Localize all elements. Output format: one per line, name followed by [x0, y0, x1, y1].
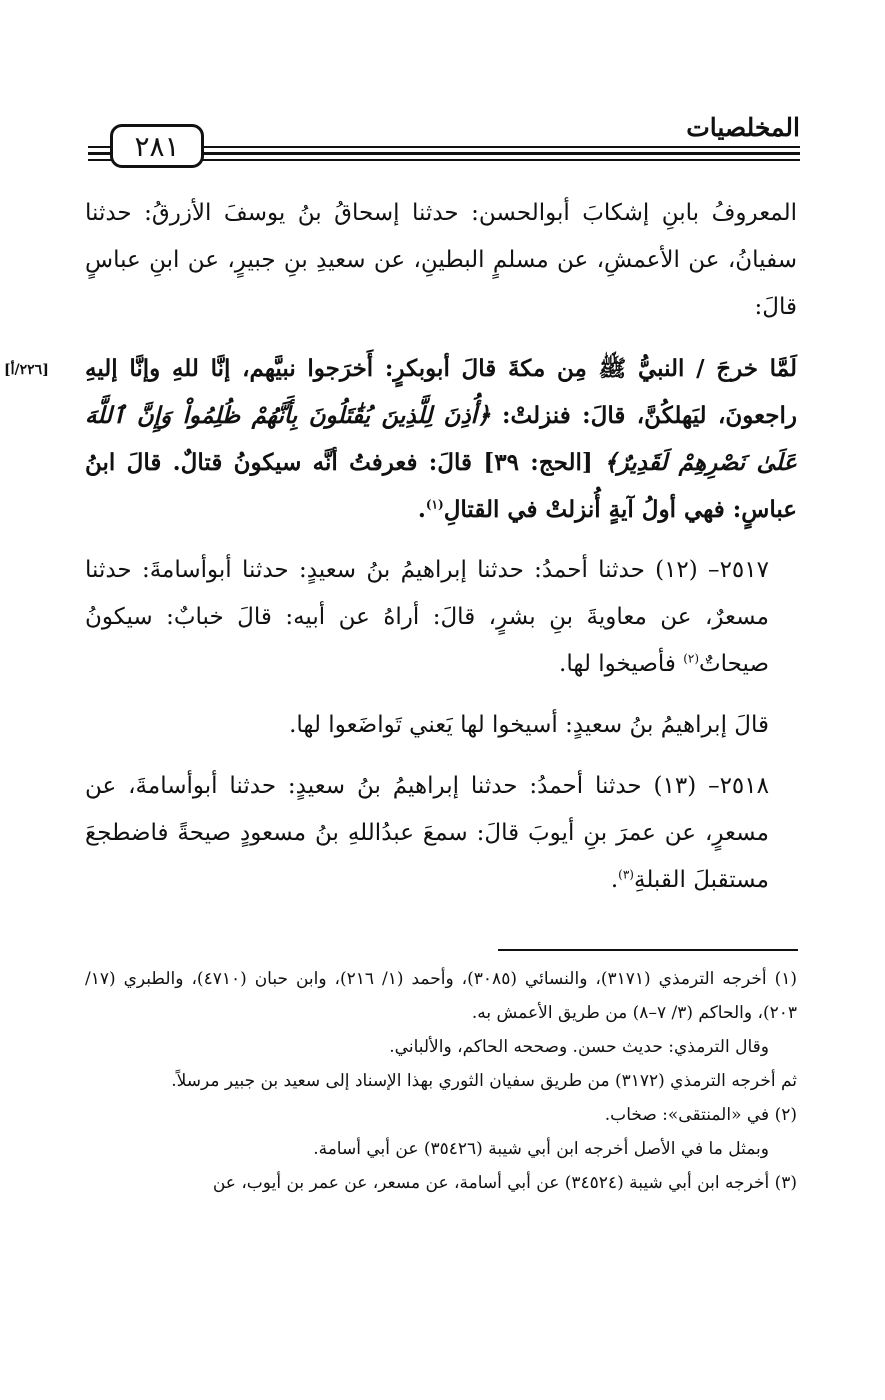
paragraph-text: فأصيخوا لها.: [559, 651, 676, 677]
paragraph-text: المعروفُ بابنِ إشكابَ أبوالحسن: حدثنا إسحاقُ بنُ يوسفَ الأزرقُ: حدثنا سفيانُ، عن الأعمشِ، عن مسلمٍ البطينِ، عن سعيدِ بنِ جبيرٍ، عن ابنِ عباسٍ قالَ:: [85, 200, 797, 320]
footnote-1-continued: ثم أخرجه الترمذي (٣١٧٢) من طريق سفيان الثوري بهذا الإسناد إلى سعيد بن جبير مرسلاً.: [171, 1071, 797, 1091]
paragraph-end: .: [417, 496, 426, 523]
paragraph-text: قالَ: فعرفتُ أنَّه سيكونُ قتالٌ. قالَ ابنُ عباسٍ: فهي أولُ آيةٍ أُنزلتْ في القتالِ: [85, 449, 797, 523]
footnote-2: (٢) في «المنتقى»: صخاب.: [604, 1105, 797, 1125]
footnote-1-continued: وقال الترمذي: حديث حسن. وصححه الحاكم، والألباني.: [389, 1037, 769, 1057]
hadith-2518-paragraph: [85, 763, 797, 904]
footnote-marker[interactable]: (٢): [683, 651, 700, 666]
footnote-3: (٣) أخرجه ابن أبي شيبة (٣٤٥٢٤) عن أبي أسامة، عن مسعر، عن عمر بن أيوب، عن: [212, 1173, 797, 1193]
commentary-paragraph: [85, 702, 797, 749]
hadith-matn-paragraph: [85, 345, 797, 533]
footnote-1: (١) أخرجه الترمذي (٣١٧١)، والنسائي (٣٠٨٥)، وأحمد (١/ ٢١٦)، وابن حبان (٤٧١٠)، والطبري (١٧/ ٢٠٣)، والحاكم (٣/ ٧–٨) من طريق الأعمش به.: [85, 969, 797, 1023]
hadith-isnad-paragraph: [85, 190, 797, 331]
page-header: [88, 112, 800, 172]
paragraph-text: لَمَّا خرجَ / النبيُّ ﷺ مِن مكةَ قالَ أبوبكرٍ: أَخرَجوا نبيَّهم، إنَّا للهِ وإنَّا إليهِ راجعونَ، ليَهلكُنَّ، قالَ: فنزلتْ:: [85, 355, 797, 429]
page-number: ٢٨١: [110, 124, 204, 168]
quran-verse: ﴿أُذِنَ لِلَّذِينَ يُقَٰتَلُونَ بِأَنَّهُمْ ظُلِمُواْ وَإِنَّ ٱللَّهَ عَلَىٰ نَصْرِهِمْ لَقَدِيرٌ﴾: [85, 402, 797, 476]
running-title: المخلصيات: [680, 112, 800, 144]
main-text: [85, 190, 797, 904]
paragraph-text: قالَ إبراهيمُ بنُ سعيدٍ: أسيخوا لها يَعني تَواضَعوا لها.: [289, 712, 769, 738]
footnote-2-continued: وبمثل ما في الأصل أخرجه ابن أبي شيبة (٣٥٤٢٦) عن أبي أسامة.: [313, 1139, 769, 1159]
footnote-marker[interactable]: (١): [425, 497, 444, 512]
footnotes-section: [85, 962, 797, 1200]
verse-reference: [الحج: ٣٩]: [483, 449, 593, 476]
hadith-2517-paragraph: [85, 547, 797, 688]
manuscript-folio-ref: [٢٢٦/أ]: [4, 362, 49, 378]
footnote-divider: [498, 949, 798, 951]
paragraph-end: .: [610, 867, 619, 893]
paragraph-text: ٢٥١٧– (١٢) حدثنا أحمدُ: حدثنا إبراهيمُ بنُ سعيدٍ: حدثنا أبوأسامةَ: حدثنا مسعرٌ، عن معاويةَ بنِ بشرٍ، قالَ: أراهُ عن أبيه: قالَ خبابٌ: سيكونُ صيحاتٌ: [85, 557, 769, 677]
paragraph-text: ٢٥١٨– (١٣) حدثنا أحمدُ: حدثنا إبراهيمُ بنُ سعيدٍ: حدثنا أبوأسامةَ، عن مسعرٍ، عن عمرَ بنِ أيوبَ قالَ: سمعَ عبدُاللهِ بنُ مسعودٍ صيحةً فاضطجعَ مستقبلَ القبلةِ: [85, 773, 769, 893]
footnote-marker[interactable]: (٣): [618, 867, 634, 882]
